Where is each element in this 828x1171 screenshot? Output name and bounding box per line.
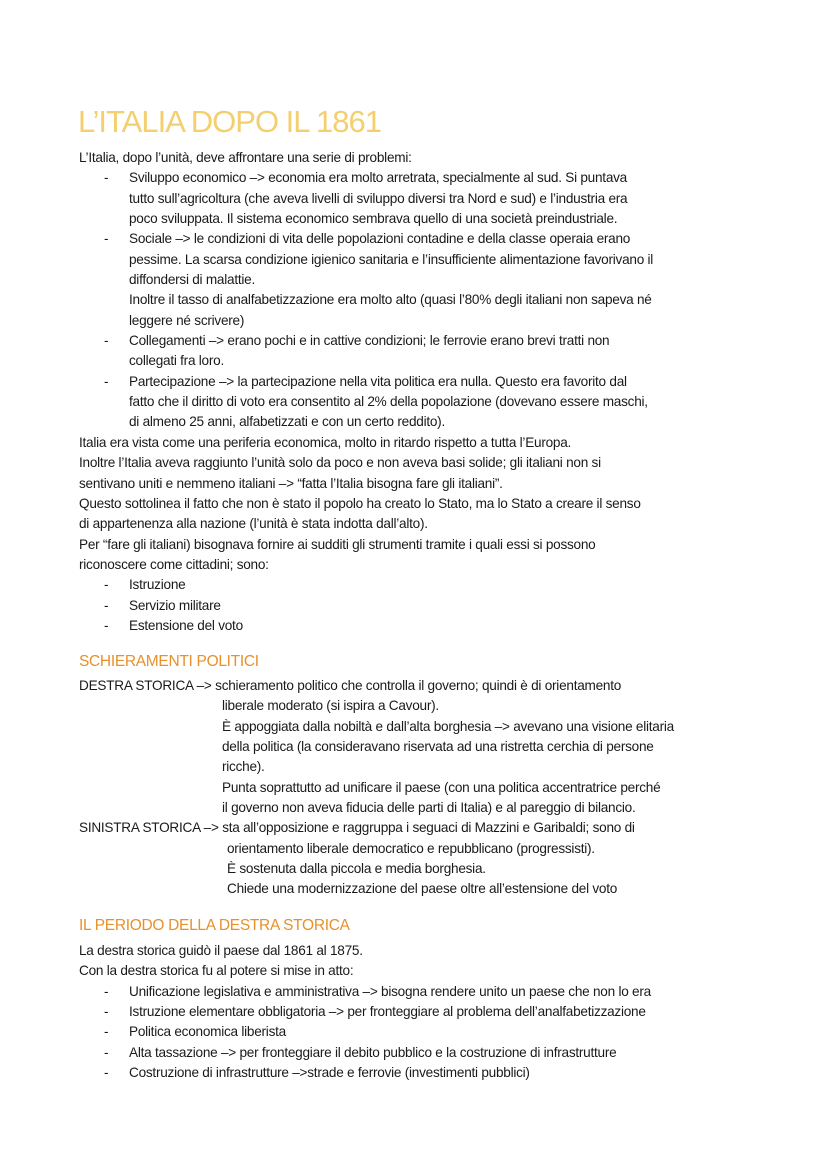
text-line — [79, 392, 779, 412]
text-line — [79, 311, 779, 331]
destra-storica-section — [79, 941, 779, 1083]
schieramenti-section — [79, 676, 779, 900]
bullet-dash-icon: - — [104, 231, 109, 247]
text-line — [79, 596, 779, 616]
line-text: Punta soprattutto ad unificare il paese (con una politica accentratrice perché — [222, 779, 661, 795]
text-line — [79, 737, 779, 757]
bullet-item — [79, 1063, 779, 1083]
line-text: L’Italia, dopo l’unità, deve affrontare una serie di problemi: — [79, 150, 412, 165]
bullet-dash-icon: - — [104, 617, 109, 633]
line-text: di appartenenza alla nazione (l’unità è stata indotta dall’alto). — [79, 516, 428, 532]
bullet-dash-icon: - — [104, 597, 109, 613]
text-line — [79, 1063, 779, 1083]
line-text: È sostenuta dalla piccola e media borghesia. — [227, 861, 486, 877]
bullet-dash-icon: - — [104, 577, 109, 593]
text-line — [79, 250, 779, 270]
bullet-item — [79, 1022, 779, 1042]
text-line — [79, 351, 779, 371]
line-text: DESTRA STORICA –> schieramento politico che controlla il governo; quindi è di orientamento — [79, 678, 622, 693]
line-text: Sviluppo economico –> economia era molto arretrata, specialmente al sud. Si puntava — [129, 170, 627, 186]
text-line — [79, 270, 779, 290]
line-text: diffondersi di malattie. — [129, 272, 255, 288]
line-text: sentivano uniti e nemmeno italiani –> “fatta l’Italia bisogna fare gli italiani”. — [79, 475, 503, 491]
heading-periodo-destra-storica: IL PERIODO DELLA DESTRA STORICA — [79, 917, 350, 934]
bullet-dash-icon: - — [104, 1065, 109, 1081]
line-text: collegati fra loro. — [129, 353, 224, 369]
bullet-dash-icon: - — [104, 1004, 109, 1020]
text-line — [79, 372, 779, 392]
text-line — [79, 941, 779, 961]
text-line — [79, 189, 779, 209]
bullet-item — [79, 616, 779, 636]
line-text: della politica (la consideravano riservata ad una ristretta cerchia di persone — [222, 739, 654, 755]
text-line — [79, 331, 779, 351]
text-line — [79, 433, 779, 453]
page-title: L’ITALIA DOPO IL 1861 — [78, 104, 381, 139]
line-text: È appoggiata dalla nobiltà e dall’alta borghesia –> avevano una visione elitaria — [222, 718, 674, 734]
definition-block — [79, 818, 779, 899]
line-text: Inoltre l’Italia aveva raggiunto l’unità solo da poco e non aveva basi solide; gli italiani non si — [79, 455, 601, 471]
text-line — [79, 839, 779, 859]
text-line — [79, 982, 779, 1002]
line-text: poco sviluppata. Il sistema economico sembrava quello di una società preindustriale. — [129, 211, 618, 227]
bullet-dash-icon: - — [104, 170, 109, 186]
bullet-item — [79, 1002, 779, 1022]
text-line — [79, 676, 779, 696]
paragraph — [79, 433, 779, 575]
text-line — [79, 575, 779, 595]
text-line — [79, 412, 779, 432]
line-text: leggere né scrivere) — [129, 312, 245, 328]
text-line — [79, 778, 779, 798]
line-text: Istruzione — [129, 577, 186, 593]
line-text: Partecipazione –> la partecipazione nella vita politica era nulla. Questo era favorito dal — [129, 373, 627, 389]
text-line — [79, 696, 779, 716]
line-text: Politica economica liberista — [129, 1024, 286, 1040]
line-text: pessime. La scarsa condizione igienico sanitaria e l’insufficiente alimentazione favorivano il — [129, 251, 654, 267]
line-text: SINISTRA STORICA –> sta all’opposizione e raggruppa i seguaci di Mazzini e Garibaldi; sono di — [79, 820, 635, 836]
text-line — [79, 453, 779, 473]
text-line — [79, 494, 779, 514]
line-text: fatto che il diritto di voto era consentito al 2% della popolazione (dovevano essere maschi, — [129, 394, 648, 410]
line-text: Per “fare gli italiani) bisognava fornire ai sudditi gli strumenti tramite i quali essi si possono — [79, 536, 596, 552]
bullet-item — [79, 331, 779, 372]
text-line — [79, 879, 779, 899]
text-line — [79, 961, 779, 981]
line-text: Questo sottolinea il fatto che non è stato il popolo ha creato lo Stato, ma lo Stato a creare il senso — [79, 495, 641, 511]
line-text: Costruzione di infrastrutture –>strade e ferrovie (investimenti pubblici) — [129, 1065, 530, 1081]
bullet-dash-icon: - — [104, 373, 109, 389]
text-line — [79, 1022, 779, 1042]
text-line — [79, 818, 779, 838]
definition-block — [79, 676, 779, 818]
bullet-item — [79, 168, 779, 229]
text-line — [79, 229, 779, 249]
line-text: Collegamenti –> erano pochi e in cattive condizioni; le ferrovie erano brevi tratti non — [129, 333, 610, 349]
line-text: Istruzione elementare obbligatoria –> per fronteggiare al problema dell’analfabetizzazione — [129, 1004, 646, 1020]
text-line — [79, 168, 779, 188]
text-line — [79, 535, 779, 555]
line-text: Italia era vista come una periferia economica, molto in ritardo rispetto a tutta l’Europa. — [79, 434, 572, 450]
heading-schieramenti-politici: SCHIERAMENTI POLITICI — [79, 653, 259, 670]
line-text: Unificazione legislativa e amministrativa –> bisogna rendere unito un paese che non lo era — [129, 983, 651, 999]
bullet-item — [79, 596, 779, 616]
bullet-item — [79, 229, 779, 331]
line-text: riconoscere come cittadini; sono: — [79, 556, 269, 572]
text-line — [79, 148, 779, 168]
text-line — [79, 555, 779, 575]
line-text: Inoltre il tasso di analfabetizzazione era molto alto (quasi l’80% degli italiani non sapeva né — [129, 292, 652, 308]
paragraph — [79, 941, 779, 982]
bullet-item — [79, 1043, 779, 1063]
line-text: di almeno 25 anni, alfabetizzati e con un certo reddito). — [129, 414, 445, 430]
line-text: Sociale –> le condizioni di vita delle popolazioni contadine e della classe operaia erano — [129, 231, 631, 247]
line-text: Con la destra storica fu al potere si mise in atto: — [79, 963, 354, 979]
bullet-item — [79, 372, 779, 433]
bullet-dash-icon: - — [104, 333, 109, 349]
line-text: Chiede una modernizzazione del paese oltre all’estensione del voto — [227, 881, 618, 897]
line-text: orientamento liberale democratico e repubblicano (progressisti). — [227, 840, 595, 856]
text-line — [79, 1002, 779, 1022]
bullet-dash-icon: - — [104, 983, 109, 999]
line-text: Alta tassazione –> per fronteggiare il debito pubblico e la costruzione di infrastrutture — [129, 1044, 617, 1060]
intro-section — [79, 148, 779, 636]
bullet-dash-icon: - — [104, 1044, 109, 1060]
text-line — [79, 798, 779, 818]
text-line — [79, 474, 779, 494]
paragraph — [79, 148, 779, 168]
text-line — [79, 209, 779, 229]
line-text: il governo non aveva fiducia delle parti di Italia) e al pareggio di bilancio. — [222, 800, 636, 816]
line-text: La destra storica guidò il paese dal 1861 al 1875. — [79, 943, 363, 958]
bullet-item — [79, 982, 779, 1002]
line-text: tutto sull’agricoltura (che aveva livelli di sviluppo diversi tra Nord e sud) e l’industria era — [129, 190, 628, 206]
bullet-item — [79, 575, 779, 595]
line-text: Servizio militare — [129, 597, 221, 613]
text-line — [79, 290, 779, 310]
text-line — [79, 1043, 779, 1063]
line-text: Estensione del voto — [129, 617, 243, 633]
text-line — [79, 757, 779, 777]
text-line — [79, 514, 779, 534]
text-line — [79, 859, 779, 879]
line-text: liberale moderato (si ispira a Cavour). — [222, 698, 439, 714]
bullet-dash-icon: - — [104, 1024, 109, 1040]
text-line — [79, 717, 779, 737]
text-line — [79, 616, 779, 636]
line-text: ricche). — [222, 759, 265, 775]
